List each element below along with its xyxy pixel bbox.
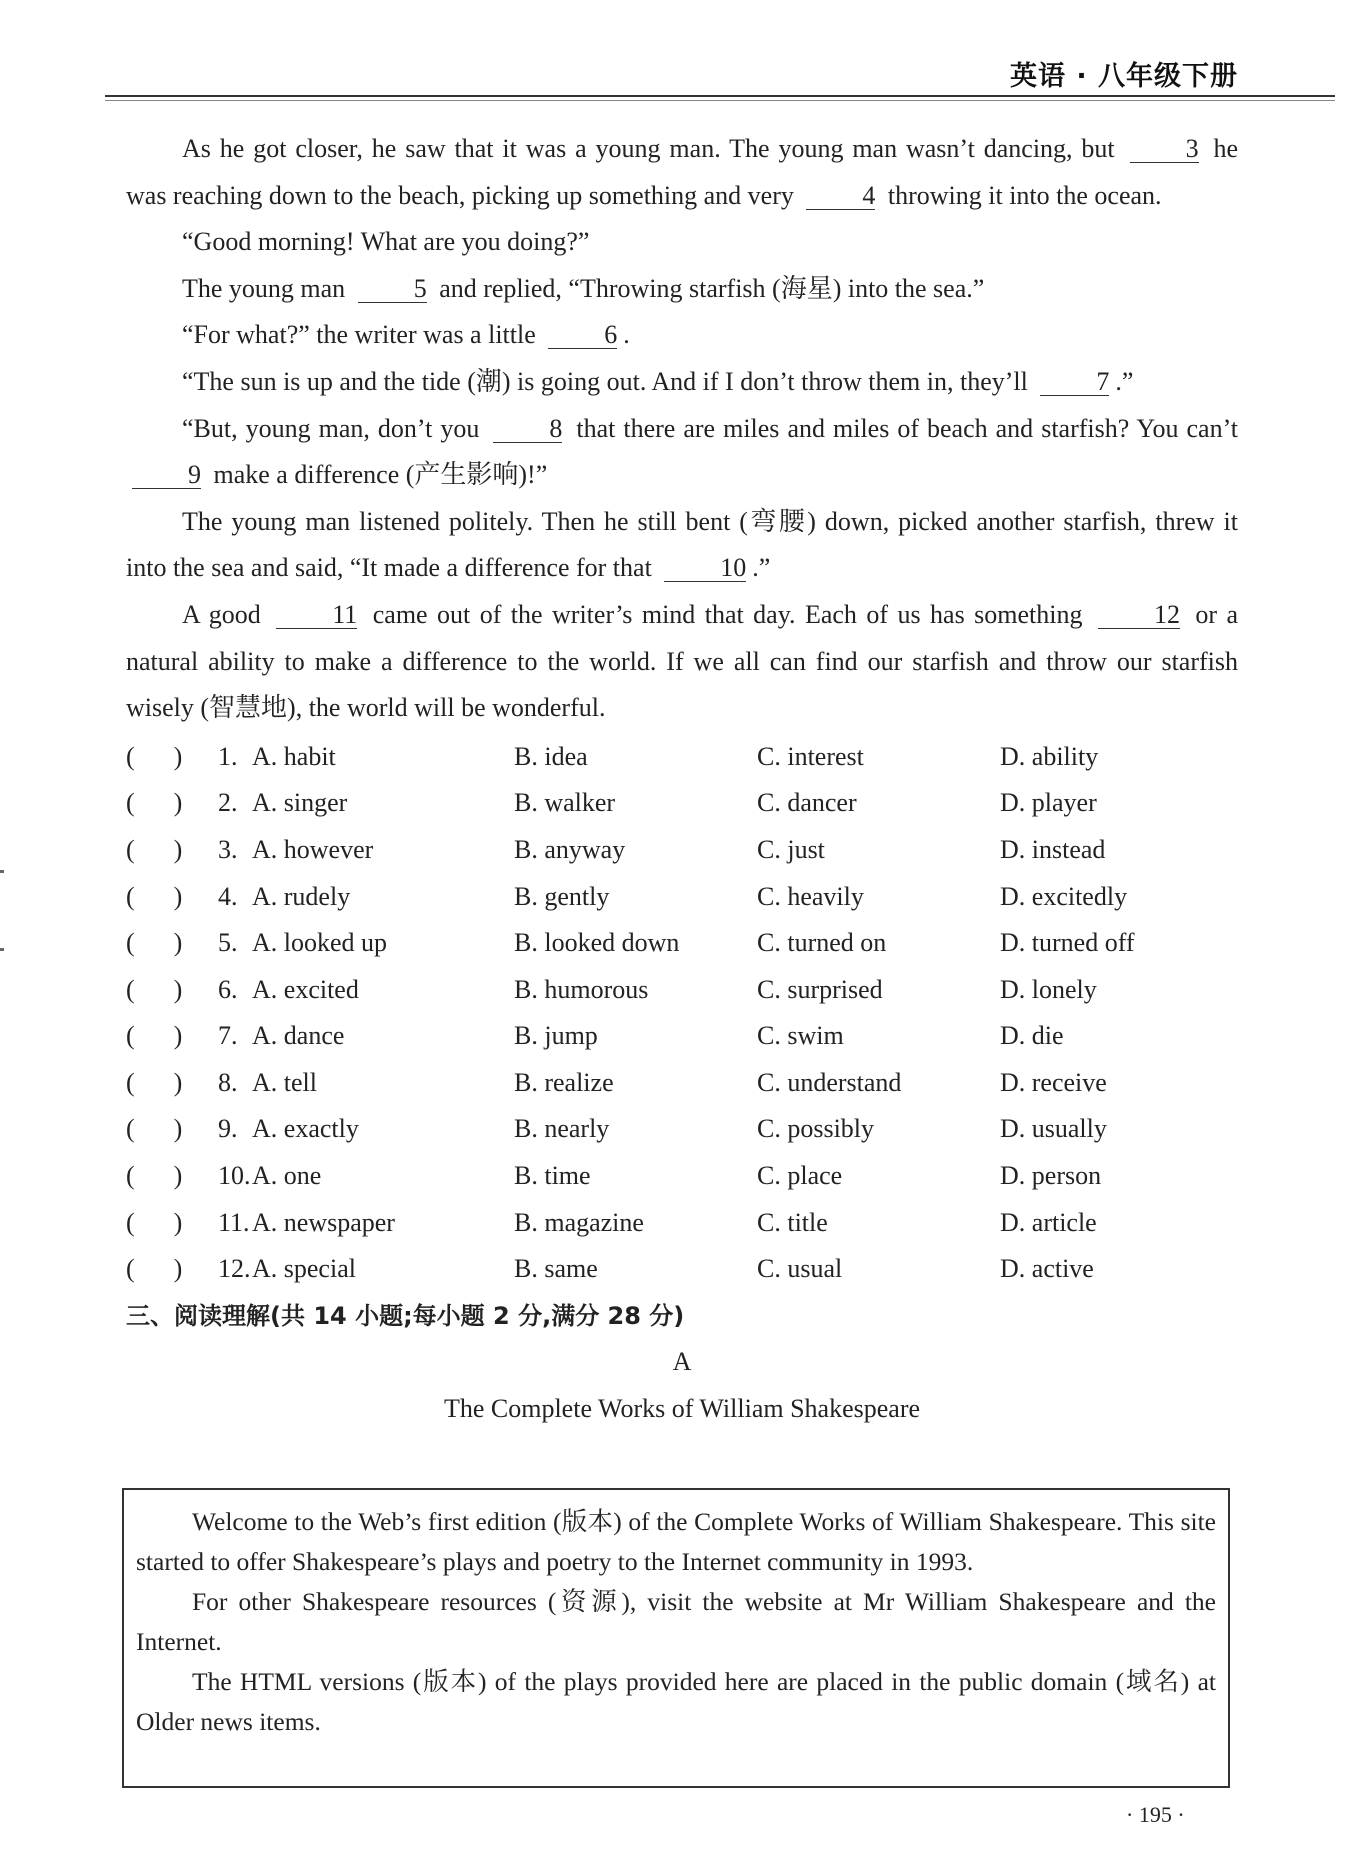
- passage-paragraph: [126, 499, 1238, 592]
- answer-parentheses: ( ): [126, 741, 183, 771]
- text: “The sun is up and the tide (潮) is going out. And if I don’t throw them in, they’ll: [182, 366, 1028, 396]
- question-number: 8.: [218, 1067, 238, 1097]
- article-box: [122, 1488, 1230, 1788]
- blank-11: 11: [276, 602, 357, 629]
- text: throwing it into the ocean.: [887, 180, 1162, 210]
- option-d: D. excitedly: [1000, 881, 1128, 911]
- answer-parentheses: ( ): [126, 788, 183, 818]
- question-number: 3.: [218, 834, 238, 864]
- option-b: B. humorous: [514, 974, 649, 1004]
- option-d: D. active: [1000, 1254, 1094, 1284]
- option-d: D. receive: [1000, 1067, 1107, 1097]
- option-a: A. excited: [252, 974, 359, 1004]
- option-a: A. dance: [252, 1021, 345, 1051]
- option-c: C. surprised: [757, 974, 883, 1004]
- option-b: B. idea: [514, 741, 588, 771]
- answer-parentheses: ( ): [126, 1161, 183, 1191]
- option-a: A. however: [252, 834, 374, 864]
- option-a: A. one: [252, 1161, 322, 1191]
- option-b: B. magazine: [514, 1207, 644, 1237]
- option-d: D. lonely: [1000, 974, 1097, 1004]
- option-a: A. habit: [252, 741, 336, 771]
- text: and replied, “Throwing starfish (海星) into the sea.”: [439, 273, 985, 303]
- header-rule-thin: [105, 100, 1335, 101]
- question-number: 10.: [218, 1161, 251, 1191]
- page-content: [126, 126, 1238, 1433]
- option-c: C. usual: [757, 1254, 843, 1284]
- option-c: C. swim: [757, 1021, 844, 1051]
- question-list: [126, 734, 1238, 1293]
- option-d: D. die: [1000, 1021, 1064, 1051]
- blank-4: 4: [806, 183, 875, 210]
- passage-paragraph: [126, 312, 1238, 359]
- text: .”: [1115, 366, 1134, 396]
- option-b: B. realize: [514, 1067, 614, 1097]
- question-row: [126, 1153, 1238, 1200]
- option-d: D. turned off: [1000, 928, 1135, 958]
- text: As he got closer, he saw that it was a young man. The young man wasn’t dancing, but: [182, 134, 1115, 163]
- blank-3: 3: [1130, 136, 1199, 163]
- text: that there are miles and miles of beach and starfish? You can’t: [576, 413, 1239, 443]
- question-row: [126, 1060, 1238, 1107]
- option-c: C. title: [757, 1207, 828, 1237]
- blank-10: 10: [664, 555, 746, 582]
- passage-paragraph: [126, 359, 1238, 406]
- option-d: D. article: [1000, 1207, 1097, 1237]
- option-b: B. gently: [514, 881, 610, 911]
- text: “For what?” the writer was a little: [182, 320, 536, 350]
- passage-paragraph: [126, 406, 1238, 499]
- option-b: B. time: [514, 1161, 591, 1191]
- text: “But, young man, don’t you: [182, 413, 480, 443]
- text: or a natural ability to make a difference to the world. If we all can find our starfish and throw our starfish wisely (智慧地), the world will be wonderful.: [126, 599, 1239, 723]
- passage-paragraph: “Good morning! What are you doing?”: [182, 227, 590, 257]
- option-b: B. nearly: [514, 1114, 610, 1144]
- text: .”: [752, 553, 771, 583]
- option-a: A. looked up: [252, 928, 388, 958]
- margin-mark: [0, 948, 4, 951]
- answer-parentheses: ( ): [126, 834, 183, 864]
- option-b: B. anyway: [514, 834, 626, 864]
- option-c: C. dancer: [757, 788, 857, 818]
- option-a: A. singer: [252, 788, 348, 818]
- option-c: C. interest: [757, 741, 864, 771]
- question-number: 2.: [218, 788, 238, 818]
- question-row: [126, 780, 1238, 827]
- option-a: A. special: [252, 1254, 356, 1284]
- passage-paragraph: [126, 126, 1238, 219]
- blank-6: 6: [548, 322, 617, 349]
- question-row: [126, 734, 1238, 781]
- option-c: C. understand: [757, 1067, 902, 1097]
- answer-parentheses: ( ): [126, 928, 183, 958]
- answer-parentheses: ( ): [126, 1207, 183, 1237]
- option-a: A. rudely: [252, 881, 351, 911]
- option-a: A. newspaper: [252, 1207, 395, 1237]
- text: make a difference (产生影响)!”: [213, 460, 548, 490]
- blank-7: 7: [1040, 369, 1109, 396]
- option-d: D. player: [1000, 788, 1097, 818]
- question-row: [126, 1013, 1238, 1060]
- option-c: C. turned on: [757, 928, 887, 958]
- option-d: D. usually: [1000, 1114, 1107, 1144]
- option-d: D. ability: [1000, 741, 1099, 771]
- text: .: [623, 320, 630, 350]
- passage-paragraph: [126, 592, 1238, 732]
- text: A good: [182, 599, 261, 629]
- option-d: D. instead: [1000, 834, 1106, 864]
- box-paragraph: Welcome to the Web’s first edition (版本) of the Complete Works of William Shakespeare. This site started to offer Shakespeare’s plays and poetry to the Internet community in 1993.: [136, 1507, 1216, 1576]
- margin-mark: [0, 870, 4, 873]
- question-row: [126, 967, 1238, 1014]
- option-c: C. just: [757, 834, 825, 864]
- question-number: 4.: [218, 881, 238, 911]
- answer-parentheses: ( ): [126, 1114, 183, 1144]
- blank-9: 9: [132, 462, 201, 489]
- question-row: [126, 874, 1238, 921]
- option-b: B. looked down: [514, 928, 680, 958]
- question-row: [126, 920, 1238, 967]
- article-title: The Complete Works of William Shakespeare: [443, 1394, 921, 1424]
- page-number: · 195 ·: [1126, 1802, 1185, 1827]
- option-a: A. tell: [252, 1067, 317, 1097]
- question-row: [126, 1246, 1238, 1293]
- option-a: A. exactly: [252, 1114, 359, 1144]
- question-number: 9.: [218, 1114, 238, 1144]
- section-heading: 三、阅读理解(共 14 小题;每小题 2 分,满分 28 分): [126, 1301, 685, 1330]
- question-row: [126, 1106, 1238, 1153]
- option-c: C. place: [757, 1161, 843, 1191]
- question-number: 7.: [218, 1021, 238, 1051]
- answer-parentheses: ( ): [126, 974, 183, 1004]
- option-c: C. possibly: [757, 1114, 875, 1144]
- passage-paragraph: [126, 266, 1238, 313]
- part-label: A: [672, 1347, 692, 1377]
- answer-parentheses: ( ): [126, 881, 183, 911]
- blank-5: 5: [358, 276, 427, 303]
- option-d: D. person: [1000, 1161, 1102, 1191]
- header-rule: [105, 95, 1335, 97]
- question-number: 1.: [218, 741, 238, 771]
- text: The young man: [182, 273, 346, 303]
- question-row: [126, 827, 1238, 874]
- text: he was reaching down to the beach, picking up something and very: [126, 134, 1239, 210]
- option-b: B. same: [514, 1254, 598, 1284]
- question-number: 6.: [218, 974, 238, 1004]
- question-row: [126, 1200, 1238, 1247]
- text: The young man listened politely. Then he still bent (弯腰) down, picked another starfish, threw it into the sea and said, “It made a difference for that: [126, 506, 1238, 583]
- option-b: B. jump: [514, 1021, 598, 1051]
- question-number: 11.: [218, 1207, 250, 1237]
- option-b: B. walker: [514, 788, 616, 818]
- option-c: C. heavily: [757, 881, 864, 911]
- box-paragraph: The HTML versions (版本) of the plays provided here are placed in the public domain (域名) at Older news items.: [136, 1667, 1216, 1736]
- text: came out of the writer’s mind that day. Each of us has something: [372, 599, 1083, 629]
- question-number: 5.: [218, 928, 238, 958]
- question-number: 12.: [218, 1254, 251, 1284]
- answer-parentheses: ( ): [126, 1254, 183, 1284]
- answer-parentheses: ( ): [126, 1021, 183, 1051]
- blank-12: 12: [1098, 602, 1180, 629]
- page-header-title: 英语 · 八年级下册: [1010, 61, 1239, 92]
- answer-parentheses: ( ): [126, 1067, 183, 1097]
- blank-8: 8: [493, 416, 562, 443]
- box-paragraph: For other Shakespeare resources (资源), visit the website at Mr William Shakespeare and the Internet.: [136, 1587, 1216, 1656]
